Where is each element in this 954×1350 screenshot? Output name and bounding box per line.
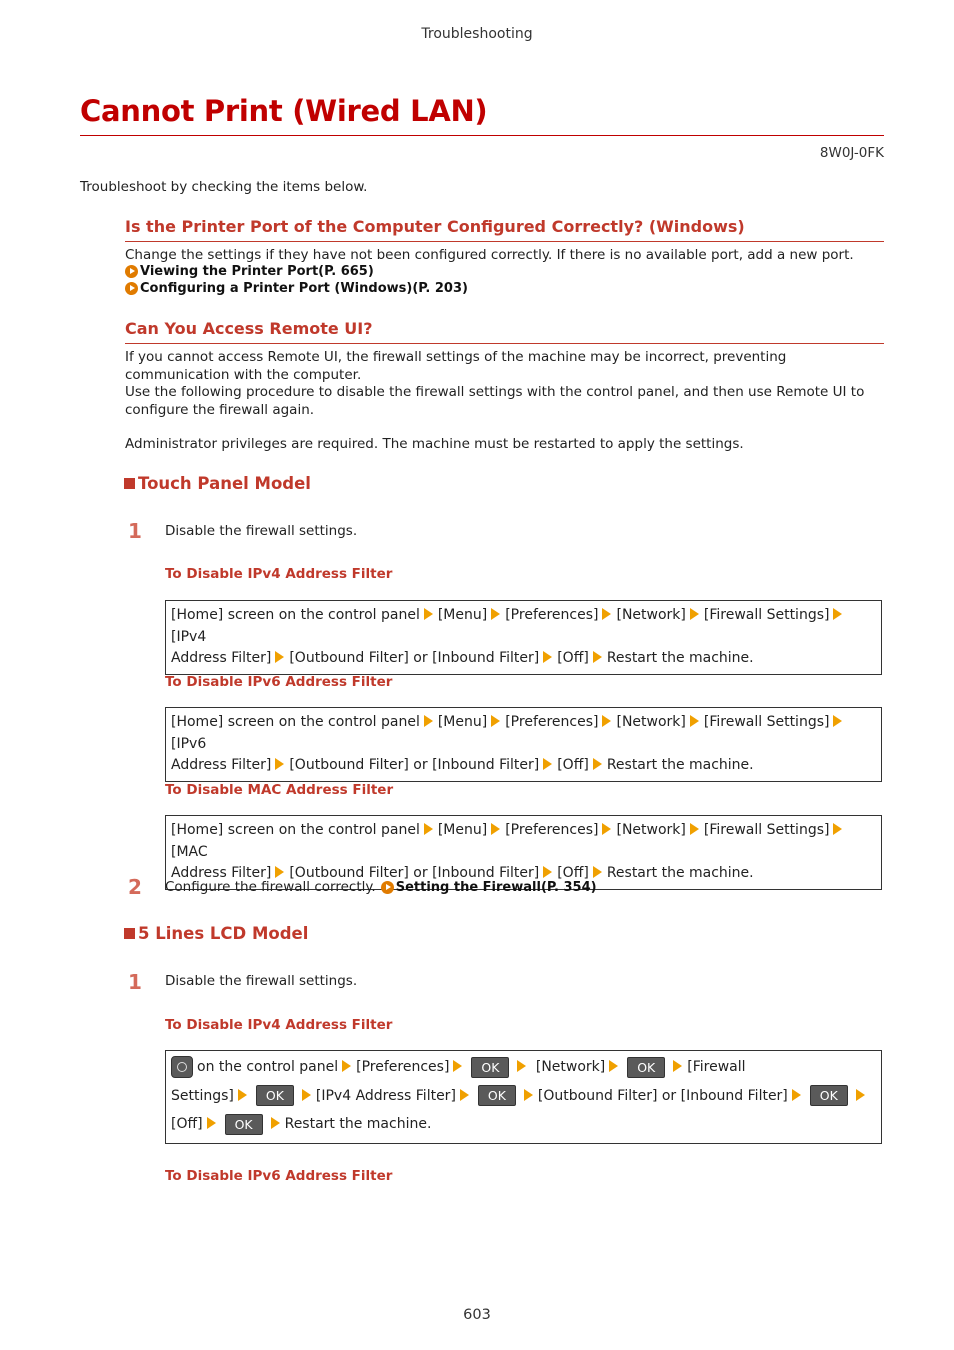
subheading-label: 5 Lines LCD Model [138,924,309,943]
link-setting-firewall[interactable] [381,880,597,895]
orange-triangle-icon [609,1060,618,1072]
step-text: Configure the firewall correctly. [165,879,376,895]
orange-arrow-circle-icon [125,265,138,278]
section-body-line: configure the firewall again. [125,401,315,418]
step-item: Address Filter] [171,650,272,666]
ok-key-icon: OK [225,1114,263,1135]
orange-triangle-icon [593,651,602,663]
orange-arrow-circle-icon [381,881,394,894]
ok-key-icon: OK [810,1085,848,1106]
step-item: Address Filter] [171,865,272,881]
orange-triangle-icon [543,651,552,663]
step-item: Restart the machine. [606,865,754,881]
orange-triangle-icon [543,866,552,878]
section-body: Change the settings if they have not been configured correctly. If there is no available port, add a new port. [125,247,854,263]
step-item: [MAC [171,843,208,860]
step-item: [Outbound Filter] or [Inbound Filter] [537,1087,788,1104]
title-divider [80,135,884,136]
step-item: [Network] [616,822,686,838]
step-item: Address Filter] [171,757,272,773]
procedure-heading-ipv4: To Disable IPv4 Address Filter [165,566,393,582]
step-item: [Preferences] [356,1059,450,1075]
ok-key-icon: OK [627,1057,665,1078]
orange-triangle-icon [602,608,611,620]
step-item: [Network] [535,1059,606,1075]
section-body-line: Administrator privileges are required. The machine must be restarted to apply the settings. [125,436,744,452]
link-viewing-printer-port[interactable] [125,264,374,279]
procedure-box-lcd-ipv4 [165,1050,882,1144]
step-item: [Home] screen on the control panel [171,607,420,623]
step-item: [Preferences] [505,822,599,838]
step-item: Restart the machine. [284,1116,432,1132]
document-id: 8W0J-0FK [819,145,884,161]
procedure-heading-lcd-ipv6: To Disable IPv6 Address Filter [165,1168,393,1184]
procedure-heading-lcd-ipv4: To Disable IPv4 Address Filter [165,1017,393,1033]
section-heading-printer-port: Is the Printer Port of the Computer Configured Correctly? (Windows) [125,217,745,236]
page-number: 603 [463,1307,491,1323]
procedure-heading-ipv6: To Disable IPv6 Address Filter [165,674,393,690]
link-label: Viewing the Printer Port(P. 665) [140,264,374,279]
step-item: [IPv4 [171,628,207,645]
orange-triangle-icon [690,715,699,727]
orange-triangle-icon [543,758,552,770]
step-item: [IPv6 [171,735,207,752]
step-item: [Home] screen on the control panel [171,714,420,730]
orange-triangle-icon [238,1089,247,1101]
orange-triangle-icon [342,1060,351,1072]
section-body-line: communication with the computer. [125,366,362,383]
orange-triangle-icon [673,1060,682,1072]
page-title: Cannot Print (Wired LAN) [80,94,488,128]
step-item: [Firewall [687,1059,746,1075]
section-heading-remote-ui: Can You Access Remote UI? [125,319,373,338]
step-item: [Preferences] [505,714,599,730]
orange-triangle-icon [491,608,500,620]
step-item: Settings] [171,1087,234,1104]
orange-triangle-icon [460,1089,469,1101]
orange-triangle-icon [275,651,284,663]
orange-triangle-icon [833,715,842,727]
ok-key-icon: OK [471,1057,509,1078]
orange-triangle-icon [207,1117,216,1129]
red-square-bullet-icon [124,478,135,489]
step-item: [Network] [616,607,686,623]
procedure-box-ipv6 [165,707,882,782]
orange-triangle-icon [271,1117,280,1129]
link-configuring-printer-port[interactable] [125,281,468,296]
orange-triangle-icon [453,1060,462,1072]
step-item: [Off] [557,650,589,666]
orange-triangle-icon [424,823,433,835]
procedure-box-ipv4 [165,600,882,675]
step-item: [Firewall Settings] [703,607,830,623]
orange-triangle-icon [593,866,602,878]
orange-triangle-icon [275,758,284,770]
step-item: [Outbound Filter] or [Inbound Filter] [289,865,540,881]
step-item: [Outbound Filter] or [Inbound Filter] [289,757,540,773]
orange-triangle-icon [690,823,699,835]
step-text: Disable the firewall settings. [165,973,358,989]
step-item: [IPv4 Address Filter] [315,1087,456,1104]
ok-key-icon: OK [478,1085,516,1106]
orange-triangle-icon [690,608,699,620]
section-divider [125,343,884,344]
step-number: 2 [128,875,142,899]
step-text: Disable the firewall settings. [165,523,358,539]
step-item: [Off] [557,757,589,773]
step-item: [Network] [616,714,686,730]
subheading-lcd-model [124,924,308,943]
section-body-line: If you cannot access Remote UI, the firewall settings of the machine may be incorrect, preventing [125,349,787,365]
step-item: [Menu] [437,822,488,838]
step-item: Restart the machine. [606,650,754,666]
orange-triangle-icon [517,1060,526,1072]
step-item: [Menu] [437,607,488,623]
orange-triangle-icon [424,715,433,727]
orange-triangle-icon [491,715,500,727]
section-body-line: Use the following procedure to disable the firewall settings with the control panel, and then use Remote UI to [125,384,865,400]
link-label: Setting the Firewall(P. 354) [395,879,597,895]
red-square-bullet-icon [124,928,135,939]
subheading-touch-panel-model [124,474,311,493]
section-divider [125,241,884,242]
step-item: [Firewall Settings] [703,714,830,730]
orange-triangle-icon [602,715,611,727]
step-item: on the control panel [197,1059,339,1075]
orange-triangle-icon [602,823,611,835]
orange-triangle-icon [833,823,842,835]
ok-key-icon: OK [256,1085,294,1106]
step-item: [Menu] [437,714,488,730]
link-label: Configuring a Printer Port (Windows)(P. 203) [140,281,468,296]
step-item: Restart the machine. [606,757,754,773]
orange-triangle-icon [856,1089,865,1101]
step-text-row [165,879,597,895]
step-item: [Preferences] [505,607,599,623]
orange-arrow-circle-icon [125,282,138,295]
orange-triangle-icon [491,823,500,835]
step-item: [Outbound Filter] or [Inbound Filter] [289,650,540,666]
orange-triangle-icon [833,608,842,620]
orange-triangle-icon [302,1089,311,1101]
orange-triangle-icon [593,758,602,770]
orange-triangle-icon [792,1089,801,1101]
intro-text: Troubleshoot by checking the items below. [80,179,368,195]
subheading-label: Touch Panel Model [138,474,311,493]
step-item: [Off] [557,865,589,881]
orange-triangle-icon [275,866,284,878]
orange-triangle-icon [424,608,433,620]
step-item: [Off] [171,1116,203,1132]
step-number: 1 [128,970,142,994]
step-item: [Home] screen on the control panel [171,822,420,838]
running-header: Troubleshooting [421,26,533,42]
orange-triangle-icon [524,1089,533,1101]
step-number: 1 [128,519,142,543]
procedure-heading-mac: To Disable MAC Address Filter [165,782,394,798]
step-item: [Firewall Settings] [703,822,830,838]
home-key-icon [171,1056,193,1078]
